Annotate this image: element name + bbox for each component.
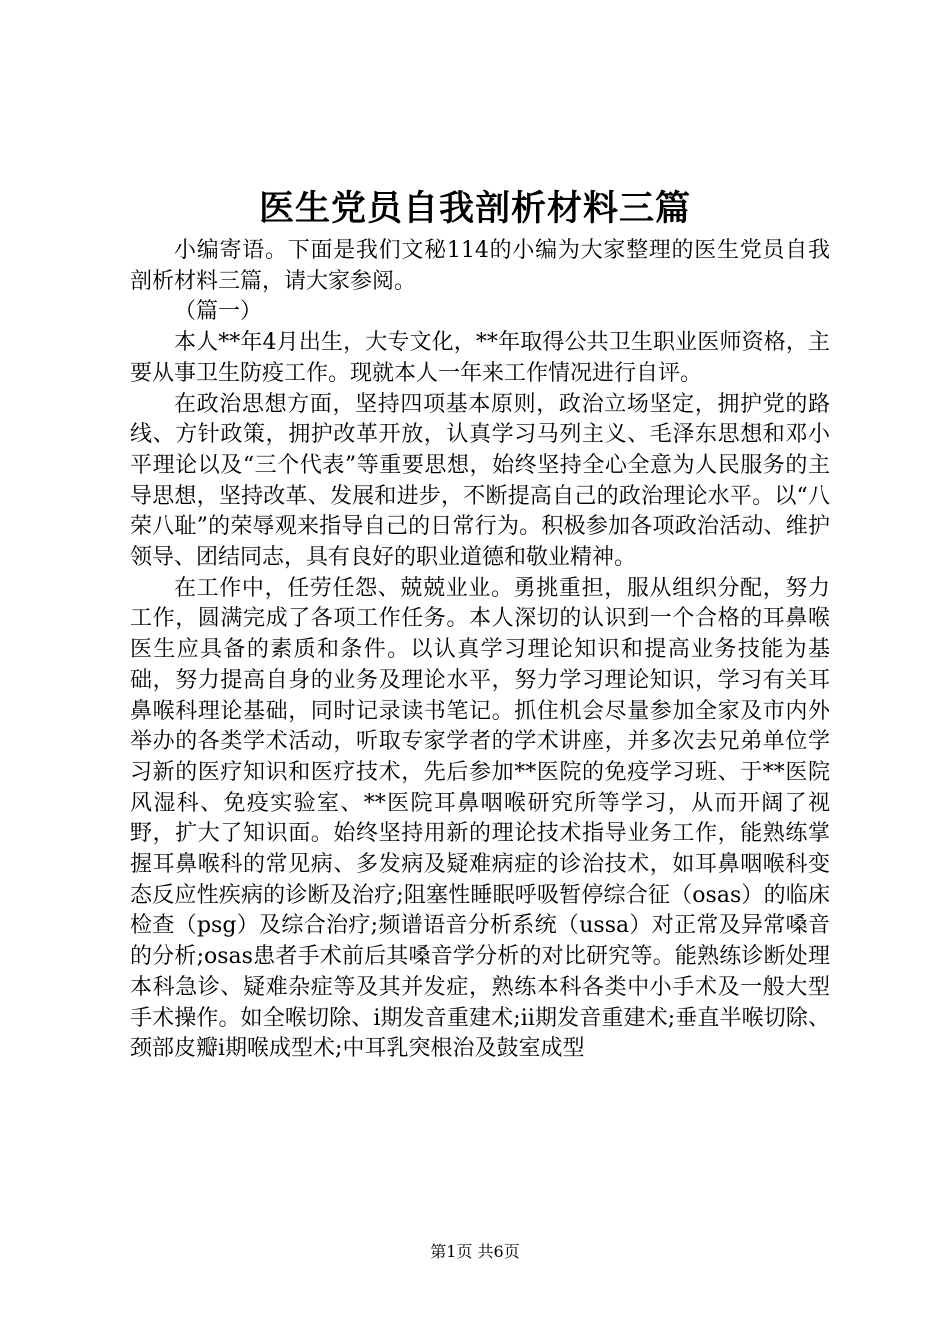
paragraph-intro: 小编寄语。下面是我们文秘114的小编为大家整理的医生党员自我剖析材料三篇，请大家参阅。 (130, 238, 830, 294)
paragraph-work-performance: 在工作中，任劳任怨、兢兢业业。勇挑重担，服从组织分配，努力工作，圆满完成了各项工作任务。本人深切的认识到一个合格的耳鼻喉医生应具备的素质和条件。以认真学习理论知识和提高业务技能为基础，努力提高自身的业务及理论水平，努力学习理论知识，学习有关耳鼻喉科理论基础，同时记录读书笔记。抓住机会尽量参加全家及市内外举办的各类学术活动，听取专家学者的学术讲座，并多次去兄弟单位学习新的医疗知识和医疗技术，先后参加**医院的免疫学习班、于**医院风湿科、免疫实验室、**医院耳鼻咽喉研究所等学习，从而开阔了视野，扩大了知识面。始终坚持用新的理论技术指导业务工作，能熟练掌握耳鼻喉科的常见病、多发病及疑难病症的诊治技术，如耳鼻咽喉科变态反应性疾病的诊断及治疗;阻塞性睡眠呼吸暂停综合征（osas）的临床检查（psg）及综合治疗;频谱语音分析系统（ussa）对正常及异常嗓音的分析;osas患者手术前后其嗓音学分析的对比研究等。能熟练诊断处理本科急诊、疑难杂症等及其并发症，熟练本科各类中小手术及一般大型手术操作。如全喉切除、ⅰ期发音重建术;ⅱ期发音重建术;垂直半喉切除、颈部皮瓣ⅰ期喉成型术;中耳乳突根治及鼓室成型 (130, 575, 830, 1062)
document-body (130, 236, 830, 1065)
paragraph-self-introduction: 本人**年4月出生，大专文化，**年取得公共卫生职业医师资格，主要从事卫生防疫工作。现就本人一年来工作情况进行自评。 (130, 330, 830, 386)
page-number-footer: 第1页 共6页 (430, 1242, 520, 1261)
paragraph-political-thought: 在政治思想方面，坚持四项基本原则，政治立场坚定，拥护党的路线、方针政策，拥护改革开放，认真学习马列主义、毛泽东思想和邓小平理论以及“三个代表”等重要思想，始终坚持全心全意为人民服务的主导思想，坚持改革、发展和进步，不断提高自己的政治理论水平。以“八荣八耻”的荣辱观来指导自己的日常行为。积极参加各项政治活动、维护领导、团结同志，具有良好的职业道德和敬业精神。 (130, 391, 830, 571)
document-title: 医生党员自我剖析材料三篇 (258, 188, 691, 229)
paragraph-section-heading: （篇一） (174, 299, 263, 325)
